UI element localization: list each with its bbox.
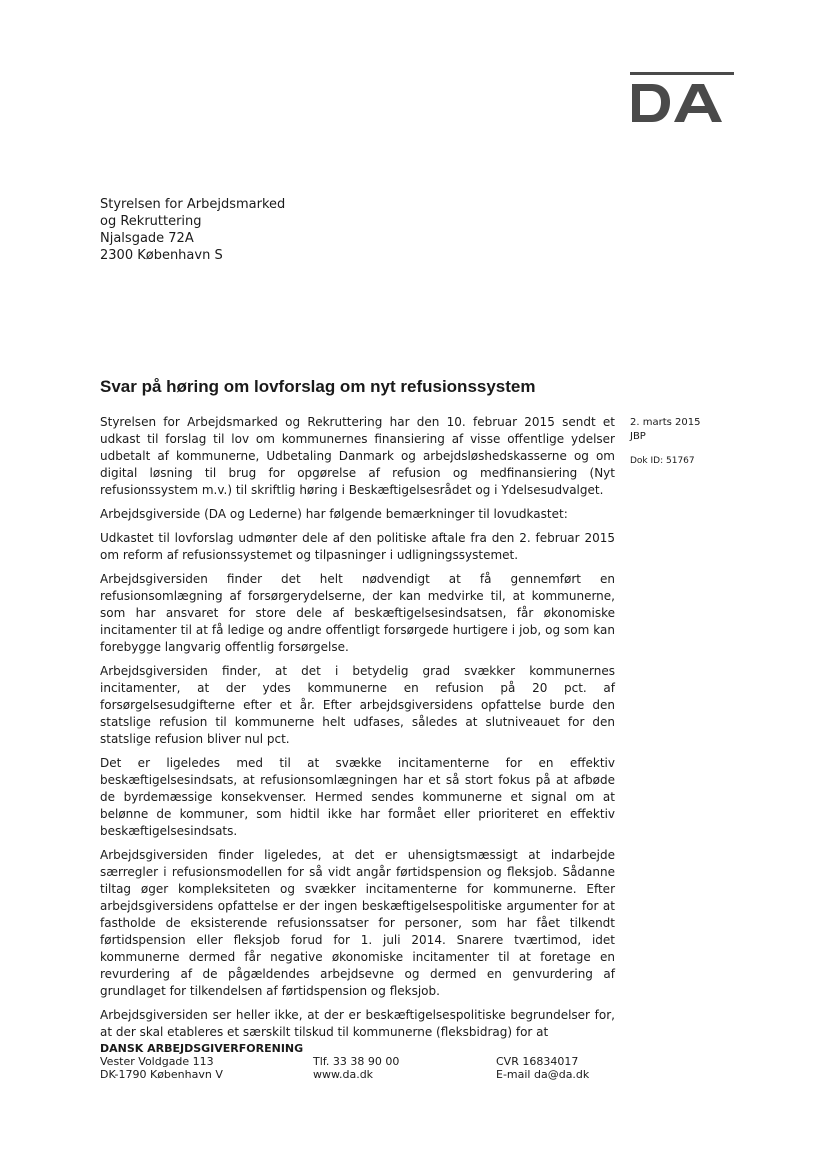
paragraph: Styrelsen for Arbejdsmarked og Rekruttering har den 10. februar 2015 sendt et udkast til forslag til lov om kommunernes finansiering af visse offentlige ydelser udbetalt af kommunerne, Udbetaling Danmark og arbejdsløshedskasserne og om digital løsning til brug for opgørelse af refusion og medfinansiering (Nyt refusionssystem m.v.) til skriftlig høring i Beskæftigelsesrådet og i Ydelsesudvalget. xyxy=(100,415,615,497)
footer-phone: Tlf. 33 38 90 00 xyxy=(313,1055,400,1068)
recipient-address xyxy=(100,196,285,264)
paragraph: Arbejdsgiverside (DA og Lederne) har følgende bemærkninger til lovudkastet: xyxy=(100,507,568,521)
da-logo-mark xyxy=(630,72,734,124)
footer-organization: DANSK ARBEJDSGIVERFORENING xyxy=(100,1042,304,1055)
footer-web: www.da.dk xyxy=(313,1068,374,1081)
paragraph: Arbejdsgiversiden finder, at det i betydelig grad svækker kommunernes incitamenter, at der ydes kommunerne en refusion på 20 pct. af forsørgelsesudgifterne efter et år. Efter arbejdsgiversidens opfattelse burde den statslige refusion til kommunerne helt udfases, således at slutniveauet for den statslige refusion bliver nul pct. xyxy=(100,664,615,746)
paragraph: Arbejdsgiversiden ser heller ikke, at der er beskæftigelsespolitiske begrundelser for, at der skal etableres et særskilt tilskud til kommunerne (fleksbidrag) for at xyxy=(100,1008,615,1039)
paragraph: Det er ligeledes med til at svække incitamenterne for en effektiv beskæftigelsesindsats, at refusionsomlægningen har et så stort fokus på at afbøde de byrdemæssige konsekvenser. Hermed sendes kommunerne et signal om at belønne de kommuner, som hidtil ikke har formået eller prioriteret en effektiv beskæftigelsesindsats. xyxy=(100,756,615,838)
footer-email: E-mail da@da.dk xyxy=(496,1068,590,1081)
author-initials: JBP xyxy=(630,431,646,442)
document-title: Svar på høring om lovforslag om nyt refusionssystem xyxy=(100,377,536,396)
footer-city: DK-1790 København V xyxy=(100,1068,223,1081)
da-logo xyxy=(630,72,734,124)
document-date: 2. marts 2015 xyxy=(630,417,701,428)
footer-street: Vester Voldgade 113 xyxy=(100,1055,214,1068)
letterhead-footer xyxy=(100,1042,620,1090)
address-line: 2300 København S xyxy=(100,248,223,263)
letter-body xyxy=(100,414,615,1048)
address-line: Styrelsen for Arbejdsmarked xyxy=(100,197,286,212)
paragraph: Arbejdsgiversiden finder det helt nødvendigt at få gennemført en refusionsomlægning af forsørgerydelserne, der kan medvirke til, at kommunerne, som har ansvaret for store dele af beskæftigelsesindsatsen, får økonomiske incitamenter til at få ledige og andre offentligt forsørgede hurtigere i job, og som kan forebygge langvarig offentlig forsørgelse. xyxy=(100,572,615,654)
address-line: Njalsgade 72A xyxy=(100,231,194,246)
address-line: og Rekruttering xyxy=(100,214,202,229)
paragraph: Arbejdsgiversiden finder ligeledes, at det er uhensigtsmæssigt at indarbejde særregler i refusionsmodellen for så vidt angår førtidspension og fleksjob. Sådanne tiltag øger kompleksiteten og svækker incitamenterne for kommunerne. Efter arbejdsgiversidens opfattelse er der ingen beskæftigelsespolitiske argumenter for at fastholde de eksisterende refusionssatser for personer, som har fået tilkendt førtidspension eller fleksjob forud for 1. juli 2014. Snarere tværtimod, idet kommunerne dermed får negative økonomiske incitamenter til at foretage en revurdering af de pågældendes arbejdsevne og dermed en genvurdering af grundlaget for tilkendelsen af førtidspension og fleksjob. xyxy=(100,848,615,998)
footer-cvr: CVR 16834017 xyxy=(496,1055,579,1068)
document-id: Dok ID: 51767 xyxy=(630,456,695,466)
footer-company xyxy=(496,1055,589,1081)
footer-address xyxy=(100,1055,223,1081)
footer-contact xyxy=(313,1055,399,1081)
paragraph: Udkastet til lovforslag udmønter dele af den politiske aftale fra den 2. februar 2015 om reform af refusionssystemet og tilpasninger i udligningssystemet. xyxy=(100,531,615,562)
document-meta xyxy=(630,416,700,468)
